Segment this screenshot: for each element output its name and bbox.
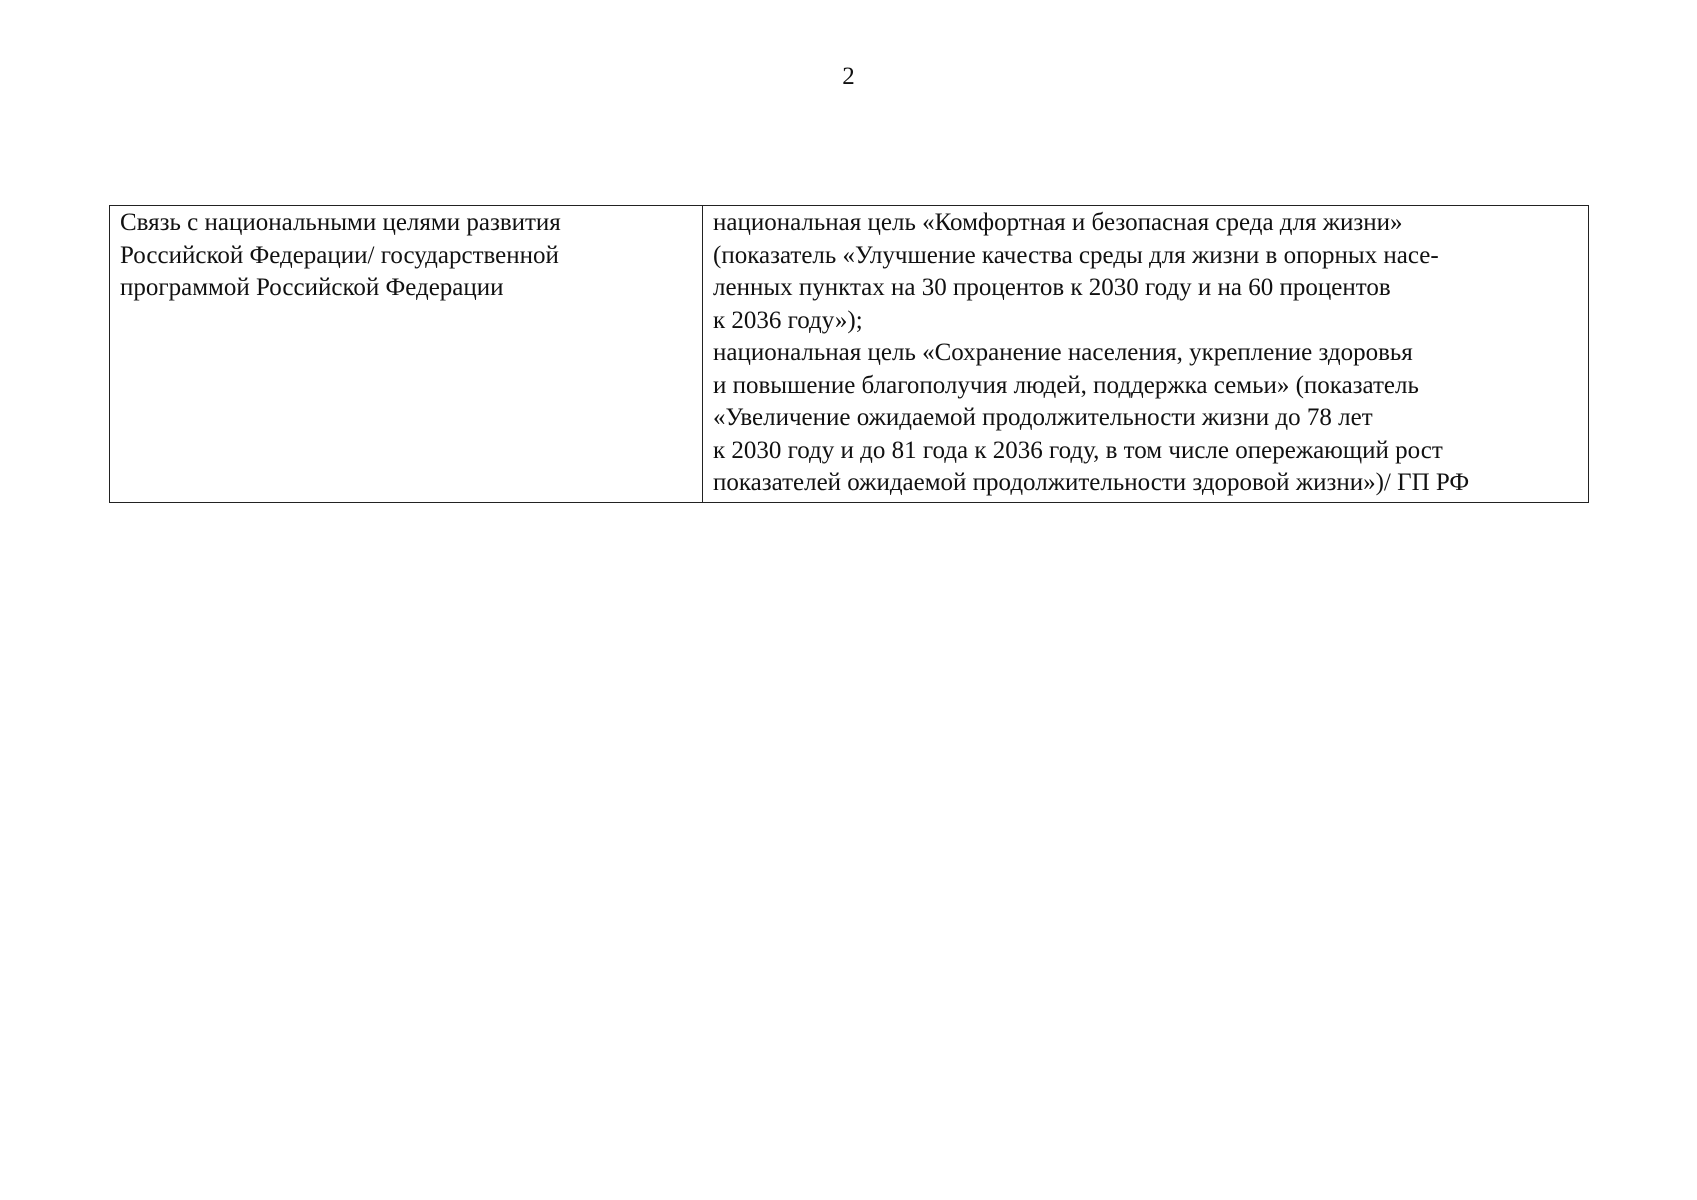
value-line: к 2030 году и до 81 года к 2036 году, в том числе опережающий рост	[713, 436, 1443, 464]
value-line: национальная цель «Комфортная и безопасная среда для жизни»	[713, 209, 1403, 236]
value-line: показателей ожидаемой продолжительности здоровой жизни»)/ ГП РФ	[713, 469, 1470, 496]
passport-table	[109, 205, 1589, 503]
value-line: и повышение благополучия людей, поддержка семьи» (показатель	[713, 371, 1419, 399]
value-line: (показатель «Улучшение качества среды для жизни в опорных насе-	[713, 241, 1439, 269]
value-line: к 2036 году»);	[713, 306, 863, 334]
label-line: Российской Федерации/ государственной	[120, 241, 559, 269]
page-number: 2	[842, 63, 855, 90]
value-line: «Увеличение ожидаемой продолжительности жизни до 78 лет	[713, 404, 1373, 431]
table-row	[110, 206, 1589, 503]
value-line: ленных пунктах на 30 процентов к 2030 году и на 60 процентов	[713, 274, 1391, 301]
table-cell-label	[110, 206, 703, 503]
table-cell-value	[703, 206, 1589, 503]
label-line: Связь с национальными целями развития	[120, 209, 561, 236]
label-line: программой Российской Федерации	[120, 274, 504, 301]
value-line: национальная цель «Сохранение населения, укрепление здоровья	[713, 339, 1413, 366]
